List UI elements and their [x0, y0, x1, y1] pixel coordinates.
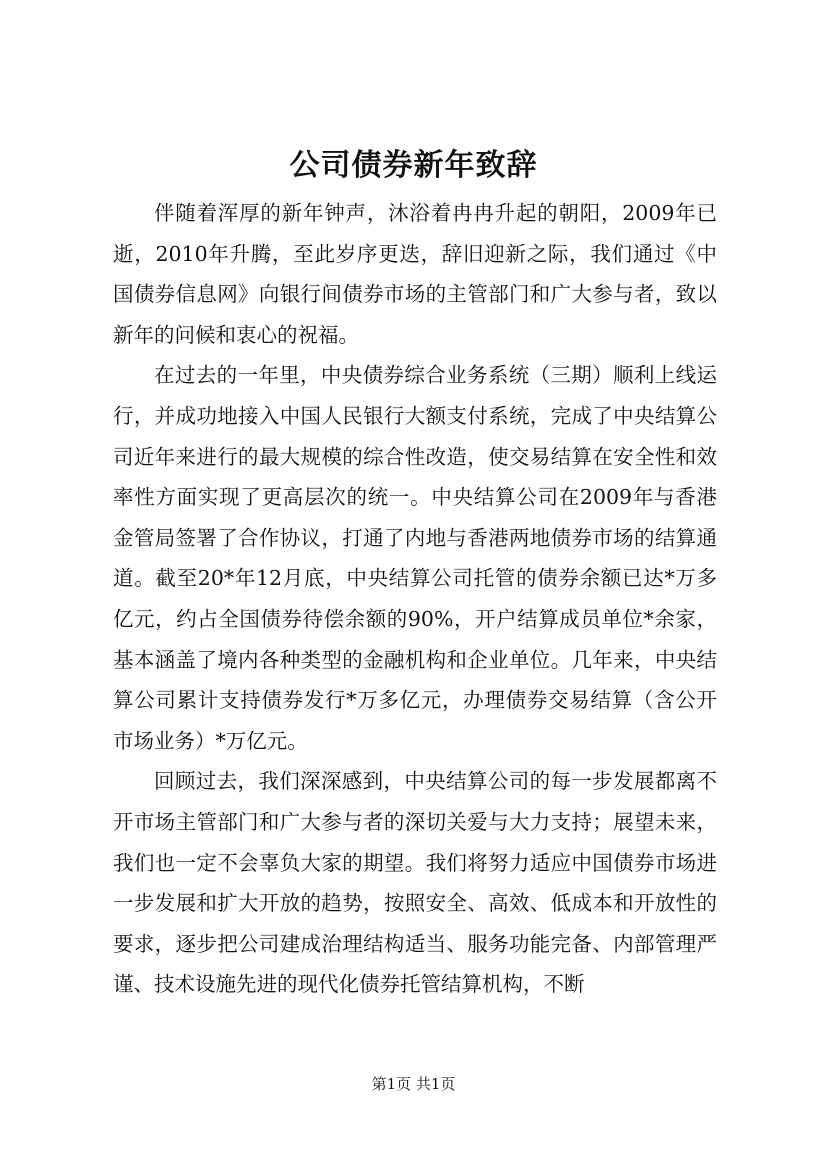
document-body	[113, 193, 717, 1005]
document-title: 公司债券新年致辞	[289, 148, 538, 183]
paragraph-3: 回顾过去，我们深深感到，中央结算公司的每一步发展都离不开市场主管部门和广大参与者的深切关爱与大力支持；展望未来，我们也一定不会辜负大家的期望。我们将努力适应中国债券市场进一步发展和扩大开放的趋势，按照安全、高效、低成本和开放性的要求，逐步把公司建成治理结构适当、服务功能完备、内部管理严谨、技术设施先进的现代化债券托管结算机构，不断	[113, 769, 717, 997]
paragraph-1: 伴随着浑厚的新年钟声，沐浴着冉冉升起的朝阳，2009年已逝，2010年升腾，至此岁序更迭，辞旧迎新之际，我们通过《中国债券信息网》向银行间债券市场的主管部门和广大参与者，致以新年的问候和衷心的祝福。	[113, 201, 717, 347]
page-footer: 第1页 共1页	[371, 1075, 456, 1093]
paragraph-2: 在过去的一年里，中央债券综合业务系统（三期）顺利上线运行，并成功地接入中国人民银行大额支付系统，完成了中央结算公司近年来进行的最大规模的综合性改造，使交易结算在安全性和效率性方面实现了更高层次的统一。中央结算公司在2009年与香港金管局签署了合作协议，打通了内地与香港两地债券市场的结算通道。截至20*年12月底，中央结算公司托管的债券余额已达*万多亿元，约占全国债券待偿余额的90%，开户结算成员单位*余家，基本涵盖了境内各种类型的金融机构和企业单位。几年来，中央结算公司累计支持债券发行*万多亿元，办理债券交易结算（含公开市场业务）*万亿元。	[113, 363, 717, 753]
